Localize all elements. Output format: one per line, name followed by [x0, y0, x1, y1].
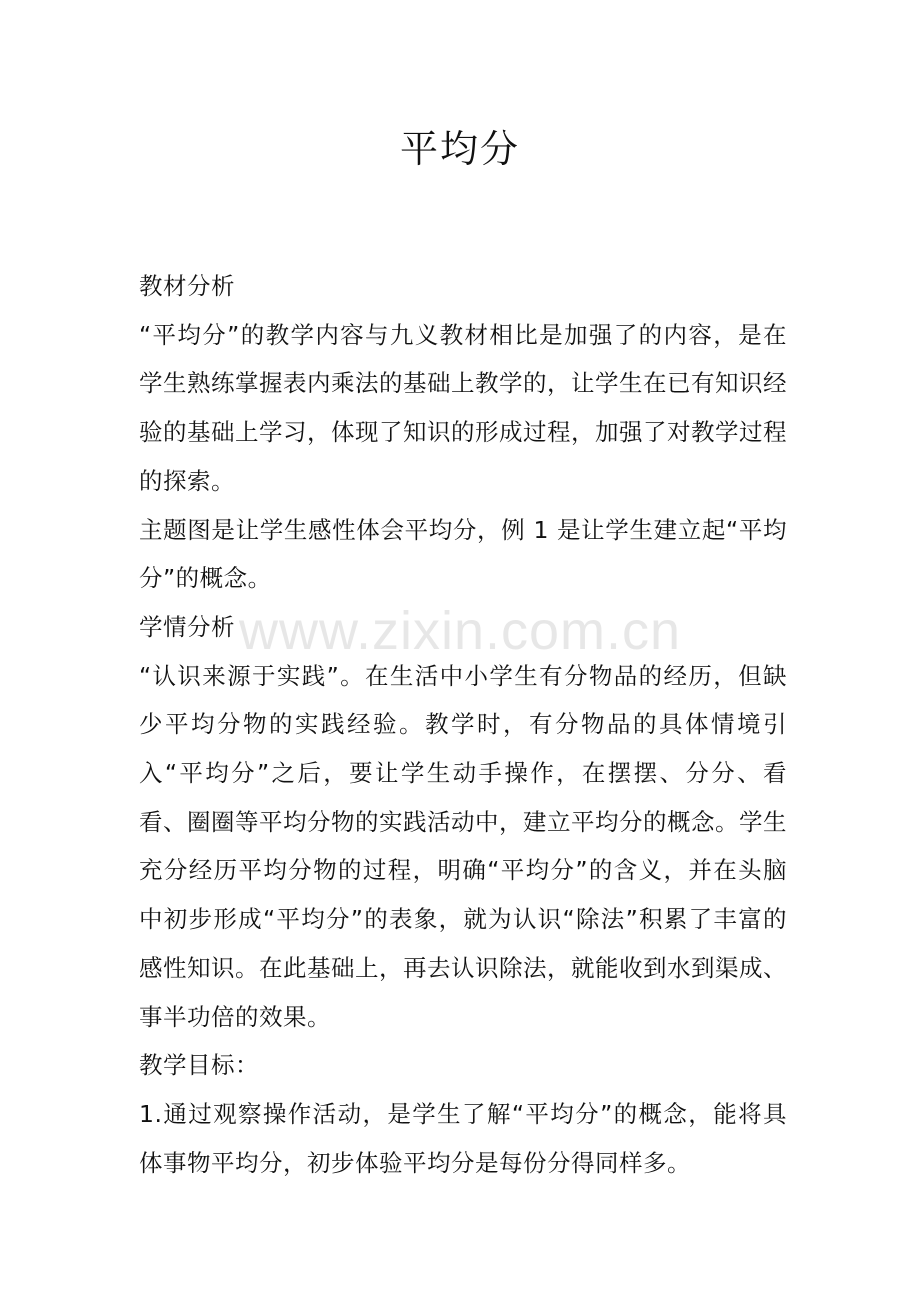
paragraph-textbook-analysis: “平均分”的教学内容与九义教材相比是加强了的内容，是在学生熟练掌握表内乘法的基础上教学的，让学生在已有知识经验的基础上学习，体现了知识的形成过程，加强了对教学过程的探索。 — [139, 320, 787, 495]
document-title: 平均分 — [399, 127, 520, 171]
paragraph-student-analysis: “认识来源于实践”。在生活中小学生有分物品的经历，但缺少平均分物的实践经验。教学时，有分物品的具体情境引入“平均分”之后，要让学生动手操作，在摆摆、分分、看看、圈圈等平均分物的实践活动中，建立平均分的概念。学生充分经历平均分物的过程，明确“平均分”的含义，并在头脑中初步形成“平均分”的表象，就为认识“除法”积累了丰富的感性知识。在此基础上，再去认识除法，就能收到水到渠成、事半功倍的效果。 — [139, 661, 787, 1031]
document-body — [139, 262, 787, 1187]
paragraph-teaching-goal-1: 1.通过观察操作活动，是学生了解“平均分”的概念，能将具体事物平均分，初步体验平均分是每份分得同样多。 — [139, 1099, 787, 1177]
section-heading-textbook-analysis: 教材分析 — [139, 272, 235, 300]
section-heading-teaching-goals: 教学目标： — [139, 1051, 259, 1080]
paragraph-theme-picture: 主题图是让学生感性体会平均分，例 1 是让学生建立起“平均分”的概念。 — [139, 515, 787, 593]
watermark: www.zixin.com.cn — [238, 601, 682, 661]
section-heading-student-analysis: 学情分析 — [139, 612, 235, 641]
